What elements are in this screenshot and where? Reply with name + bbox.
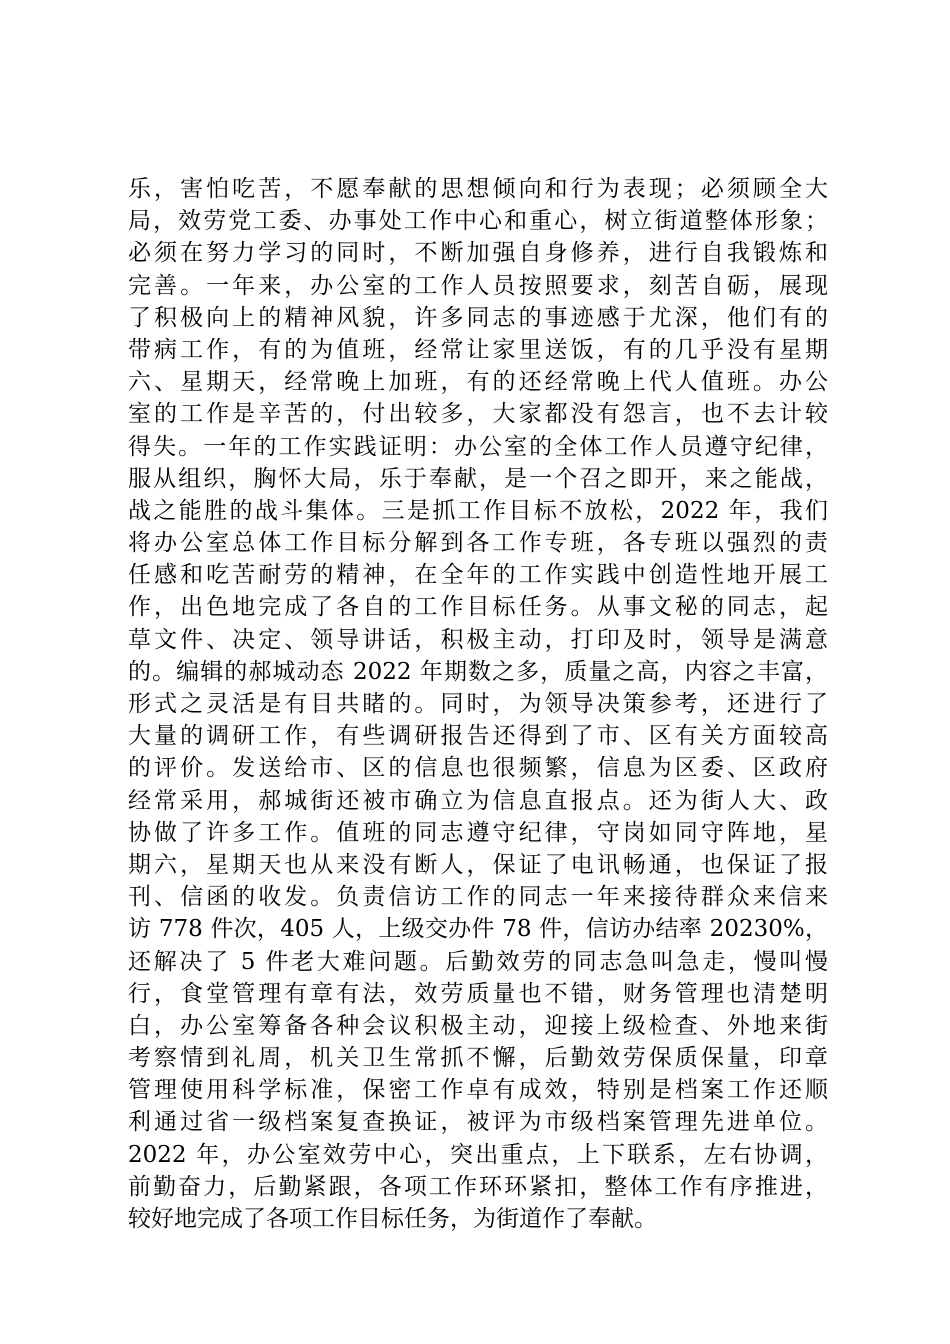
text-line: 必须在努力学习的同时，不断加强自身修养，进行自我锻炼和 bbox=[128, 240, 828, 267]
text-line: 的评价。发送给市、区的信息也很频繁，信息为区委、区政府 bbox=[128, 755, 828, 782]
text-line: 作，出色地完成了各自的工作目标任务。从事文秘的同志，起 bbox=[128, 594, 828, 621]
text-line: 室的工作是辛苦的，付出较多，大家都没有怨言，也不去计较 bbox=[128, 401, 828, 428]
text-line: 了积极向上的精神风貌，许多同志的事迹感于尤深，他们有的 bbox=[128, 304, 828, 331]
text-line: 考察情到礼周，机关卫生常抓不懈，后勤效劳保质保量，印章 bbox=[128, 1045, 828, 1072]
text-line: 形式之灵活是有目共睹的。同时，为领导决策参考，还进行了 bbox=[128, 691, 828, 717]
text-line: 前勤奋力，后勤紧跟，各项工作环环紧扣，整体工作有序推进， bbox=[128, 1173, 828, 1200]
text-line: 2022 年，办公室效劳中心，突出重点，上下联系，左右协调， bbox=[128, 1141, 828, 1168]
text-line: 战之能胜的战斗集体。三是抓工作目标不放松，2022 年，我们 bbox=[128, 497, 828, 524]
text-line: 任感和吃苦耐劳的精神，在全年的工作实践中创造性地开展工 bbox=[128, 562, 828, 589]
text-line: 草文件、决定、领导讲话，积极主动，打印及时，领导是满意 bbox=[128, 626, 828, 653]
text-line: 管理使用科学标准，保密工作卓有成效，特别是档案工作还顺 bbox=[128, 1077, 828, 1104]
body-paragraph bbox=[128, 173, 828, 1235]
text-line: 将办公室总体工作目标分解到各工作专班，各专班以强烈的责 bbox=[128, 530, 828, 557]
text-line: 期六，星期天也从来没有断人，保证了电讯畅通，也保证了报 bbox=[128, 851, 828, 878]
text-line: 较好地完成了各项工作目标任务，为街道作了奉献。 bbox=[128, 1206, 657, 1232]
text-line: 协做了许多工作。值班的同志遵守纪律，守岗如同守阵地，星 bbox=[128, 819, 828, 846]
text-line: 乐，害怕吃苦，不愿奉献的思想倾向和行为表现；必须顾全大 bbox=[128, 176, 828, 202]
text-line: 的。编辑的郝城动态 2022 年期数之多，质量之高，内容之丰富， bbox=[128, 658, 828, 685]
text-line: 服从组织，胸怀大局，乐于奉献，是一个召之即开，来之能战， bbox=[128, 465, 828, 492]
text-line: 刊、信函的收发。负责信访工作的同志一年来接待群众来信来 bbox=[128, 884, 828, 911]
text-line: 得失。一年的工作实践证明：办公室的全体工作人员遵守纪律， bbox=[128, 433, 828, 460]
text-line: 局，效劳党工委、办事处工作中心和重心，树立街道整体形象； bbox=[128, 208, 828, 235]
text-line: 带病工作，有的为值班，经常让家里送饭，有的几乎没有星期 bbox=[128, 336, 828, 363]
text-line: 访 778 件次，405 人，上级交办件 78 件，信访办结率 20230%， bbox=[128, 916, 828, 943]
text-line: 还解决了 5 件老大难问题。后勤效劳的同志急叫急走，慢叫慢 bbox=[128, 948, 828, 975]
text-line: 大量的调研工作，有些调研报告还得到了市、区有关方面较高 bbox=[128, 723, 828, 750]
text-line: 六、星期天，经常晚上加班，有的还经常晚上代人值班。办公 bbox=[128, 369, 828, 396]
text-line: 利通过省一级档案复查换证，被评为市级档案管理先进单位。 bbox=[128, 1109, 828, 1136]
text-line: 行，食堂管理有章有法，效劳质量也不错，财务管理也清楚明 bbox=[128, 980, 828, 1007]
text-line: 经常采用，郝城街还被市确立为信息直报点。还为街人大、政 bbox=[128, 787, 828, 814]
text-line: 白，办公室筹备各种会议积极主动，迎接上级检查、外地来街 bbox=[128, 1012, 828, 1039]
text-line: 完善。一年来，办公室的工作人员按照要求，刻苦自砺，展现 bbox=[128, 272, 828, 299]
